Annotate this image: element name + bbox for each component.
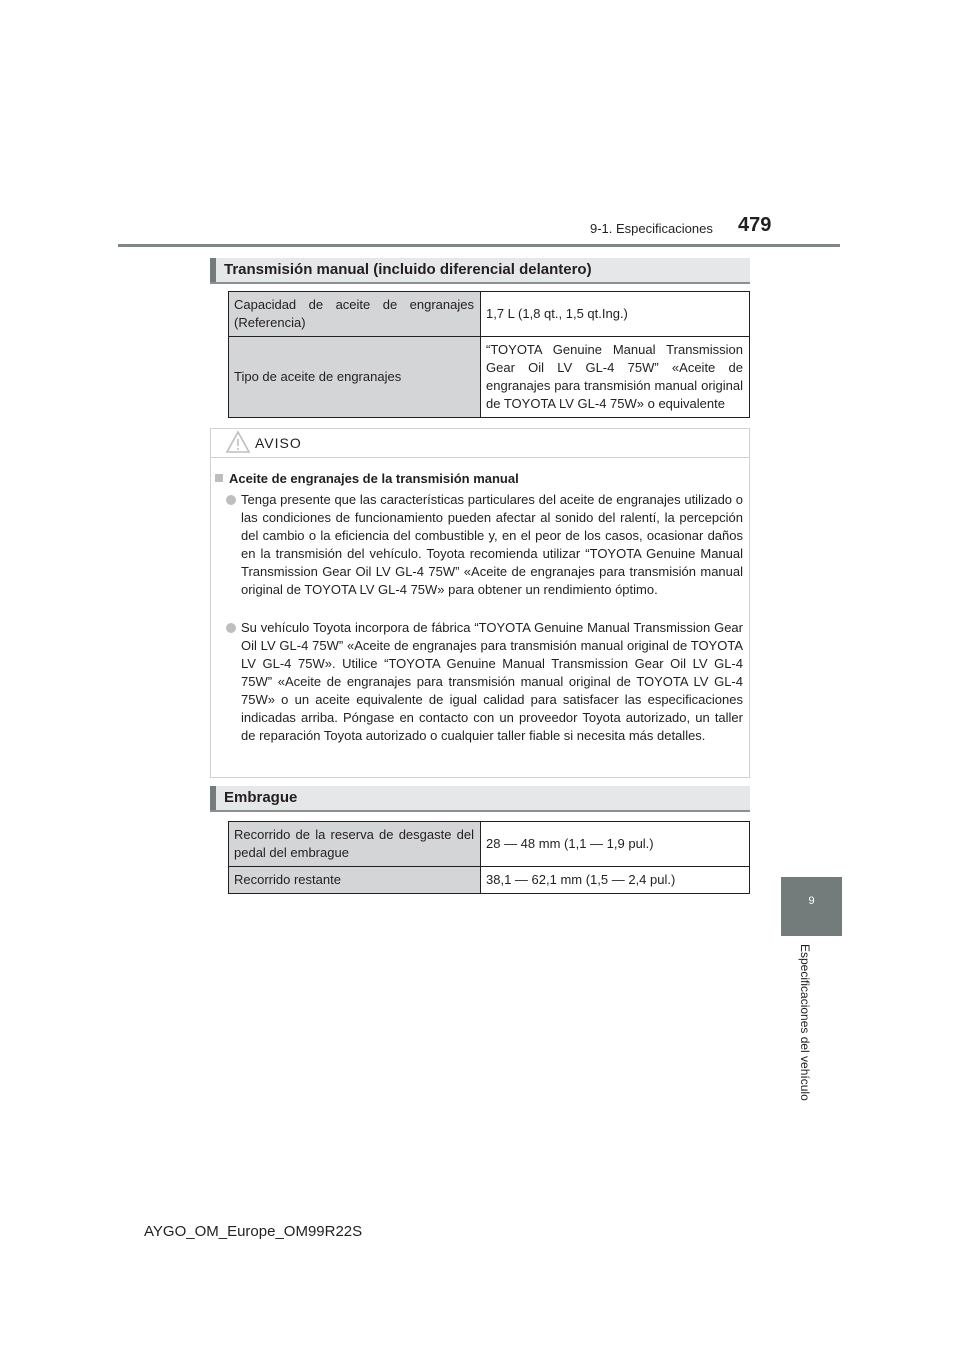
section-heading-transmission xyxy=(210,258,750,284)
warning-triangle-icon xyxy=(225,430,251,454)
warning-title-bar xyxy=(211,429,749,458)
list-item xyxy=(215,491,743,599)
section-heading-clutch xyxy=(210,786,750,812)
table-row xyxy=(229,337,750,418)
table-row xyxy=(229,867,750,894)
warning-paragraph: Tenga presente que las características particulares del aceite de engranajes utilizado o las condiciones de funcionamiento pueden afectar al sonido del ralentí, la percepción del cambio o la eficiencia del combustible y, en el peor de los casos, ocasionar daños en la transmisión del vehículo. Toyota recomienda utilizar “TOYOTA Genuine Manual Transmission Gear Oil LV GL-4 75W” «Aceite de engranajes para transmisión manual original de TOYOTA LV GL-4 75W» para obtener un rendimiento óptimo. xyxy=(241,492,743,597)
circle-bullet-icon xyxy=(226,495,236,505)
spec-value: “TOYOTA Genuine Manual Transmission Gear Oil LV GL-4 75W” «Aceite de engranajes para transmisión manual original de TOYOTA LV GL-4 75W» o equivalente xyxy=(481,337,750,418)
table-row xyxy=(229,822,750,867)
warning-title: AVISO xyxy=(255,435,302,451)
header-divider xyxy=(118,244,840,247)
warning-paragraph: Su vehículo Toyota incorpora de fábrica “TOYOTA Genuine Manual Transmission Gear Oil LV GL-4 75W” «Aceite de engranajes para transmisión manual original de TOYOTA LV GL-4 75W». Utilice “TOYOTA Genuine Manual Transmission Gear Oil LV GL-4 75W” «Aceite de engranajes para transmisión manual original de TOYOTA LV GL-4 75W» o un aceite equivalente de igual calidad para satisfacer las especificaciones indicadas arriba. Póngase en contacto con un proveedor Toyota autorizado, un taller de reparación Toyota autorizado o cualquier taller fiable si necesita más detalles. xyxy=(241,620,743,743)
clutch-spec-table xyxy=(228,821,750,894)
heading-bar xyxy=(210,786,216,812)
chapter-tab[interactable] xyxy=(781,877,842,936)
circle-bullet-icon xyxy=(226,623,236,633)
warning-subtitle-text: Aceite de engranajes de la transmisión manual xyxy=(229,471,519,486)
table-row xyxy=(229,292,750,337)
warning-box xyxy=(210,428,750,778)
spec-value: 1,7 L (1,8 qt., 1,5 qt.Ing.) xyxy=(481,292,750,337)
heading-text: Transmisión manual (incluido diferencial delantero) xyxy=(224,261,592,278)
heading-underline xyxy=(210,282,750,284)
heading-underline xyxy=(210,810,750,812)
chapter-number: 9 xyxy=(808,895,815,907)
document-id: AYGO_OM_Europe_OM99R22S xyxy=(144,1223,363,1240)
square-bullet-icon xyxy=(215,474,223,482)
spec-label: Capacidad de aceite de engranajes (Referencia) xyxy=(229,292,481,337)
spec-label: Recorrido restante xyxy=(229,867,481,894)
list-item xyxy=(215,619,743,745)
chapter-label: Especificaciones del vehículo xyxy=(798,944,812,1101)
section-title: 9-1. Especificaciones xyxy=(590,221,713,236)
spec-label: Tipo de aceite de engranajes xyxy=(229,337,481,418)
heading-bar xyxy=(210,258,216,284)
transmission-spec-table xyxy=(228,291,750,418)
spec-value: 28 — 48 mm (1,1 — 1,9 pul.) xyxy=(481,822,750,867)
spec-value: 38,1 — 62,1 mm (1,5 — 2,4 pul.) xyxy=(481,867,750,894)
warning-subtitle xyxy=(215,471,519,486)
spec-label: Recorrido de la reserva de desgaste del pedal del embrague xyxy=(229,822,481,867)
page-number: 479 xyxy=(738,214,772,236)
heading-text: Embrague xyxy=(224,789,298,806)
